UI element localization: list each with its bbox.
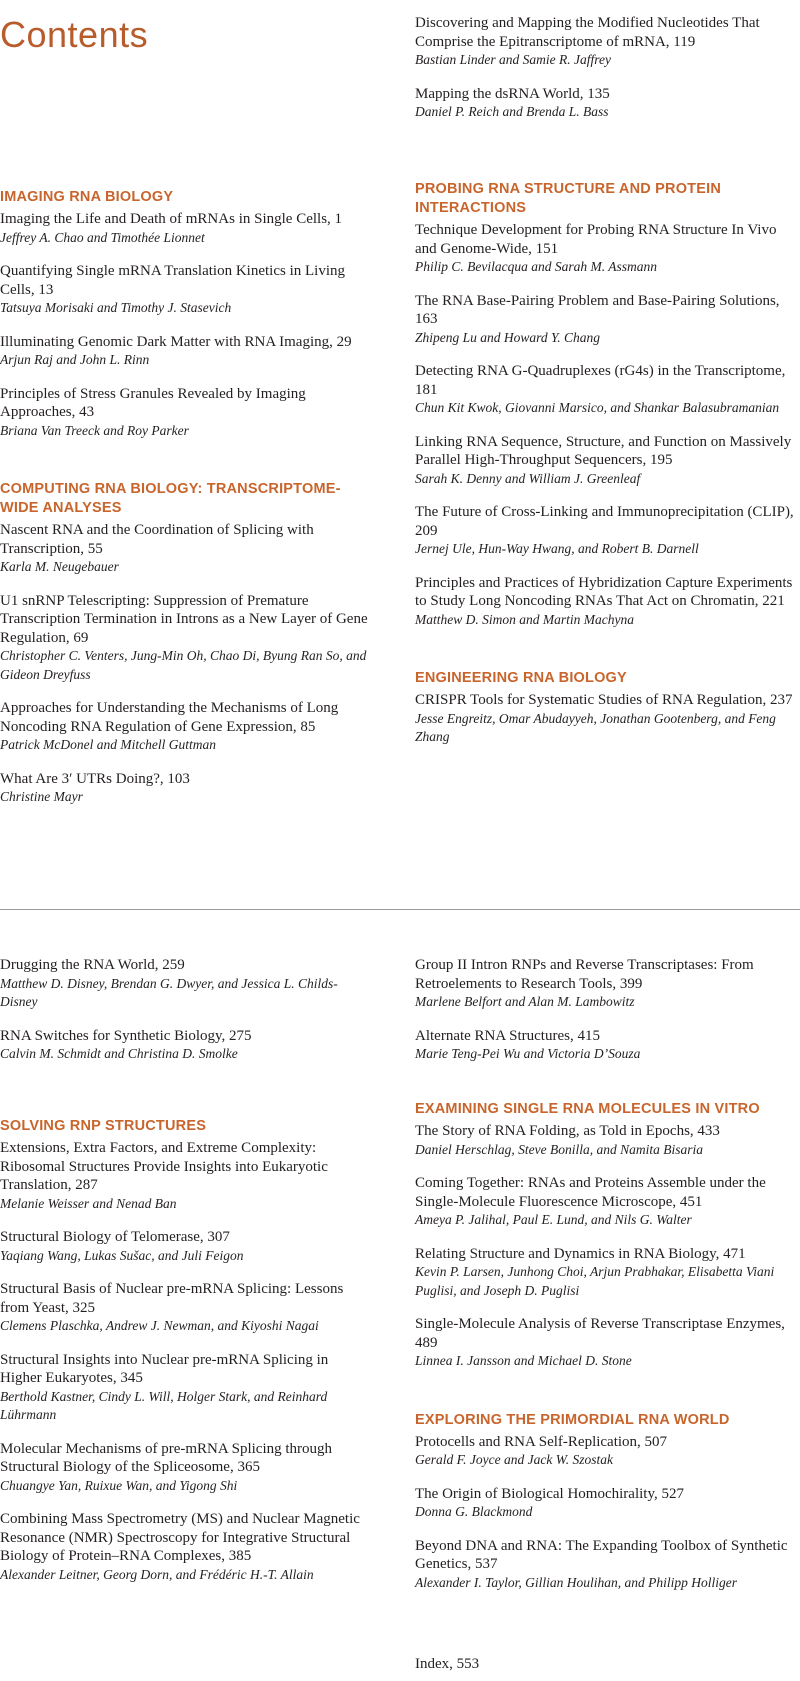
entry-authors: Sarah K. Denny and William J. Greenleaf xyxy=(415,470,641,486)
entry-authors: Yaqiang Wang, Lukas Sušac, and Juli Feigon xyxy=(0,1247,244,1263)
toc-entry xyxy=(415,1315,797,1371)
entry-title: The Future of Cross-Linking and Immunoprecipitation (CLIP), 209 xyxy=(415,504,794,539)
section-heading: ENGINEERING RNA BIOLOGY xyxy=(415,670,627,686)
entry-authors: Ameya P. Jalihal, Paul E. Lund, and Nils G. Walter xyxy=(415,1212,692,1227)
entry-title: Extensions, Extra Factors, and Extreme Complexity: Ribosomal Structures Provide Insights into Eukaryotic Translation, 287 xyxy=(0,1140,328,1193)
entry-authors: Daniel Herschlag, Steve Bonilla, and Namita Bisaria xyxy=(415,1141,703,1157)
entry-title: Beyond DNA and RNA: The Expanding Toolbox of Synthetic Genetics, 537 xyxy=(415,1537,788,1572)
entry-title: Nascent RNA and the Coordination of Splicing with Transcription, 55 xyxy=(0,522,314,557)
entry-authors: Jeffrey A. Chao and Timothée Lionnet xyxy=(0,229,205,245)
entry-authors: Zhipeng Lu and Howard Y. Chang xyxy=(415,329,601,345)
entry-title: Combining Mass Spectrometry (MS) and Nuclear Magnetic Resonance (NMR) Spectroscopy for Integrative Structural Biology of Protein–RNA Complexes, 385 xyxy=(0,1511,360,1564)
entry-title: Technique Development for Probing RNA Structure In Vivo and Genome-Wide, 151 xyxy=(415,222,777,257)
toc-entry xyxy=(415,1027,797,1064)
toc-entry xyxy=(0,770,372,807)
toc-entry xyxy=(0,1440,372,1496)
entry-authors: Tatsuya Morisaki and Timothy J. Stasevich xyxy=(0,300,232,315)
entry-title: Single-Molecule Analysis of Reverse Transcriptase Enzymes, 489 xyxy=(415,1316,785,1351)
entry-authors: Chuangye Yan, Ruixue Wan, and Yigong Shi xyxy=(0,1477,238,1493)
toc-entry xyxy=(415,503,797,559)
toc-entry xyxy=(415,85,797,122)
entry-title: The RNA Base-Pairing Problem and Base-Pairing Solutions, 163 xyxy=(415,292,780,327)
entry-title: Principles and Practices of Hybridization Capture Experiments to Study Long Noncoding RNAs That Act on Chromatin, 221 xyxy=(415,574,793,609)
section-heading: EXAMINING SINGLE RNA MOLECULES IN VITRO xyxy=(415,1101,760,1117)
entry-title: Coming Together: RNAs and Proteins Assemble under the Single-Molecule Fluorescence Microscope, 451 xyxy=(415,1175,766,1210)
toc-entry xyxy=(415,433,797,489)
toc-section xyxy=(0,1117,372,1584)
toc-entry xyxy=(415,14,797,70)
toc-entry xyxy=(0,333,372,370)
entry-authors: Jesse Engreitz, Omar Abudayyeh, Jonathan Gootenberg, and Feng Zhang xyxy=(415,710,776,744)
entry-authors: Arjun Raj and John L. Rinn xyxy=(0,352,150,367)
entry-title: The Origin of Biological Homochirality, 527 xyxy=(415,1485,684,1502)
section-heading: EXPLORING THE PRIMORDIAL RNA WORLD xyxy=(415,1411,730,1428)
toc-entry xyxy=(415,574,797,630)
entry-title: Detecting RNA G-Quadruplexes (rG4s) in the Transcriptome, 181 xyxy=(415,363,786,398)
toc-section xyxy=(0,188,372,440)
toc-index-entry xyxy=(415,1655,797,1674)
page-divider xyxy=(0,909,800,910)
entry-authors: Calvin M. Schmidt and Christina D. Smolke xyxy=(0,1046,238,1061)
toc-entry xyxy=(0,1228,372,1265)
entry-authors: Chun Kit Kwok, Giovanni Marsico, and Shankar Balasubramanian xyxy=(415,400,780,415)
toc-entry xyxy=(0,592,372,685)
toc-entry xyxy=(415,1122,797,1159)
entry-authors: Linnea I. Jansson and Michael D. Stone xyxy=(415,1353,632,1368)
toc-entry xyxy=(0,521,372,577)
entry-authors: Donna G. Blackmond xyxy=(415,1504,533,1519)
toc-entry xyxy=(0,1280,372,1336)
toc-p1-right-sections xyxy=(415,180,797,762)
entry-authors: Matthew D. Simon and Martin Machyna xyxy=(415,611,634,627)
toc-entry xyxy=(415,691,797,747)
entry-authors: Briana Van Treeck and Roy Parker xyxy=(0,422,189,438)
toc-p2-left-sections xyxy=(0,1117,372,1599)
toc-entry xyxy=(0,1351,372,1425)
toc-p1-right-intro xyxy=(415,14,797,137)
entry-authors: Patrick McDonel and Mitchell Guttman xyxy=(0,737,216,752)
toc-entry xyxy=(0,1027,372,1064)
toc-entry xyxy=(415,1485,797,1522)
entry-authors: Kevin P. Larsen, Junhong Choi, Arjun Prabhakar, Elisabetta Viani Puglisi, and Joseph D. Puglisi xyxy=(415,1264,775,1298)
entry-title: Drugging the RNA World, 259 xyxy=(0,957,185,973)
entry-authors: Marie Teng-Pei Wu and Victoria D’Souza xyxy=(415,1046,641,1061)
toc-p2-right-sections xyxy=(415,1100,797,1607)
toc-entry xyxy=(0,699,372,755)
toc-entry xyxy=(415,362,797,418)
toc-entry xyxy=(0,210,372,247)
entry-authors: Daniel P. Reich and Brenda L. Bass xyxy=(415,104,609,119)
entry-authors: Melanie Weisser and Nenad Ban xyxy=(0,1195,177,1211)
entry-title: Protocells and RNA Self-Replication, 507 xyxy=(415,1433,668,1450)
entry-title: U1 snRNP Telescripting: Suppression of Premature Transcription Termination in Introns as a New Layer of Gene Regulation, 69 xyxy=(0,592,368,646)
toc-entry xyxy=(415,221,797,277)
toc-entry xyxy=(415,1174,797,1230)
entry-authors: Karla M. Neugebauer xyxy=(0,559,119,574)
toc-section xyxy=(0,480,372,807)
entry-title: Alternate RNA Structures, 415 xyxy=(415,1027,600,1044)
toc-entry xyxy=(0,385,372,441)
toc-entry xyxy=(0,956,372,1012)
toc-entry xyxy=(0,262,372,318)
section-heading: PROBING RNA STRUCTURE AND PROTEIN INTERACTIONS xyxy=(415,181,722,216)
entry-title: Approaches for Understanding the Mechanisms of Long Noncoding RNA Regulation of Gene Expression, 85 xyxy=(0,700,339,735)
entry-authors: Marlene Belfort and Alan M. Lambowitz xyxy=(415,994,635,1009)
entry-title: Group II Intron RNPs and Reverse Transcriptases: From Retroelements to Research Tools, 399 xyxy=(415,957,754,992)
entry-authors: Jernej Ule, Hun-Way Hwang, and Robert B. Darnell xyxy=(415,541,699,556)
toc-entry xyxy=(415,292,797,348)
toc-p2-left-intro xyxy=(0,956,372,1079)
entry-authors: Bastian Linder and Samie R. Jaffrey xyxy=(415,52,611,67)
toc-entry xyxy=(415,1537,797,1593)
entry-title: Relating Structure and Dynamics in RNA Biology, 471 xyxy=(415,1245,746,1262)
toc-section xyxy=(415,669,797,747)
entry-authors: Alexander Leitner, Georg Dorn, and Frédéric H.-T. Allain xyxy=(0,1566,314,1582)
entry-authors: Christopher C. Venters, Jung-Min Oh, Chao Di, Byung Ran So, and Gideon Dreyfuss xyxy=(0,648,367,682)
entry-title: Structural Biology of Telomerase, 307 xyxy=(0,1229,230,1245)
entry-title: The Story of RNA Folding, as Told in Epochs, 433 xyxy=(415,1123,720,1139)
toc-entry xyxy=(415,1433,797,1470)
entry-title: RNA Switches for Synthetic Biology, 275 xyxy=(0,1027,252,1044)
entry-title: Molecular Mechanisms of pre-mRNA Splicing through Structural Biology of the Spliceosome, 365 xyxy=(0,1440,333,1475)
entry-title: Illuminating Genomic Dark Matter with RNA Imaging, 29 xyxy=(0,333,352,350)
entry-authors: Christine Mayr xyxy=(0,789,83,804)
entry-title: Mapping the dsRNA World, 135 xyxy=(415,85,610,102)
entry-authors: Matthew D. Disney, Brendan G. Dwyer, and Jessica L. Childs-Disney xyxy=(0,975,338,1009)
entry-title: What Are 3′ UTRs Doing?, 103 xyxy=(0,770,190,787)
entry-title: Quantifying Single mRNA Translation Kinetics in Living Cells, 13 xyxy=(0,263,345,298)
entry-authors: Philip C. Bevilacqua and Sarah M. Assmann xyxy=(415,259,657,274)
toc-entry xyxy=(415,1245,797,1301)
section-heading: IMAGING RNA BIOLOGY xyxy=(0,189,174,205)
entry-title: Linking RNA Sequence, Structure, and Function on Massively Parallel High-Throughput Sequencers, 195 xyxy=(415,433,792,468)
entry-title: Structural Basis of Nuclear pre-mRNA Splicing: Lessons from Yeast, 325 xyxy=(0,1281,344,1316)
toc-section xyxy=(415,1100,797,1371)
toc-p2-right-intro xyxy=(415,956,797,1079)
toc-entry xyxy=(415,956,797,1012)
toc-p1-left-sections xyxy=(0,188,372,822)
page-title: Contents xyxy=(0,14,149,55)
toc-entry xyxy=(0,1510,372,1584)
entry-authors: Clemens Plaschka, Andrew J. Newman, and Kiyoshi Nagai xyxy=(0,1318,319,1333)
toc-section xyxy=(415,180,797,629)
entry-title: CRISPR Tools for Systematic Studies of RNA Regulation, 237 xyxy=(415,692,793,708)
entry-title: Principles of Stress Granules Revealed by Imaging Approaches, 43 xyxy=(0,385,306,420)
toc-section xyxy=(415,1411,797,1593)
entry-authors: Gerald F. Joyce and Jack W. Szostak xyxy=(415,1452,613,1467)
entry-authors: Alexander I. Taylor, Gillian Houlihan, and Philipp Holliger xyxy=(415,1574,737,1590)
entry-title: Structural Insights into Nuclear pre-mRNA Splicing in Higher Eukaryotes, 345 xyxy=(0,1351,329,1386)
entry-title-index: Index, 553 xyxy=(415,1656,480,1672)
entry-title: Discovering and Mapping the Modified Nucleotides That Comprise the Epitranscriptome of mRNA, 119 xyxy=(415,15,760,50)
entry-authors: Berthold Kastner, Cindy L. Will, Holger Stark, and Reinhard Lührmann xyxy=(0,1388,328,1422)
section-heading: SOLVING RNP STRUCTURES xyxy=(0,1118,207,1134)
entry-title: Imaging the Life and Death of mRNAs in Single Cells, 1 xyxy=(0,211,343,227)
section-heading: COMPUTING RNA BIOLOGY: TRANSCRIPTOME-WIDE ANALYSES xyxy=(0,481,341,516)
toc-entry xyxy=(0,1139,372,1213)
